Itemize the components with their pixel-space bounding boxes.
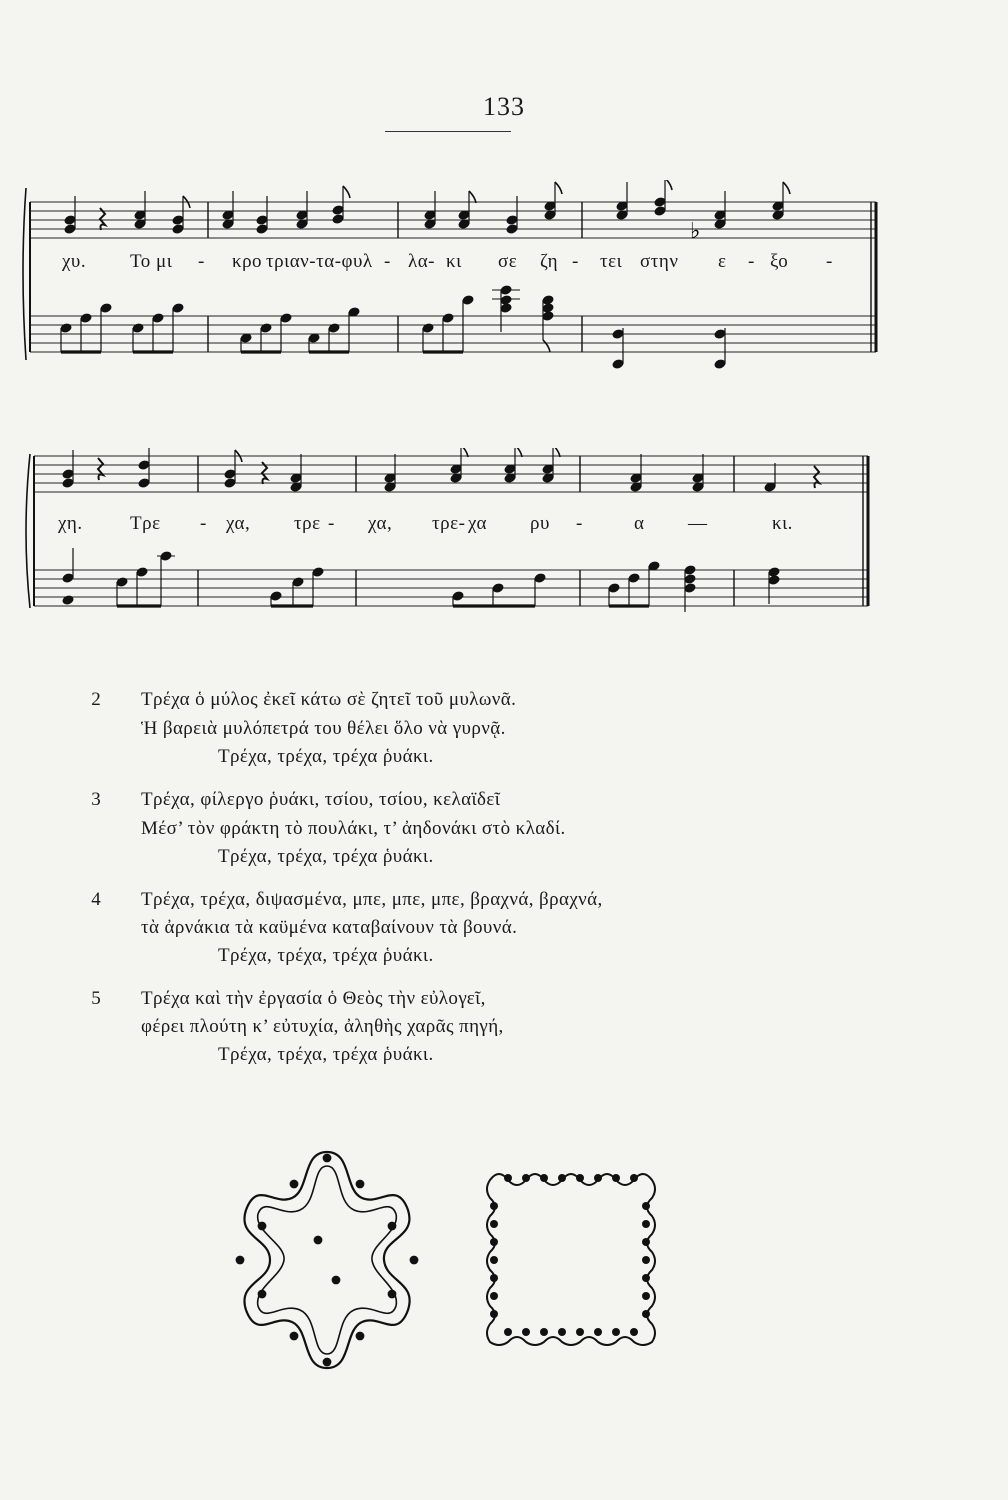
lyric-syllable: α	[634, 513, 645, 534]
lyric-syllable: κρο	[232, 251, 263, 272]
lyric-syllable: -	[572, 251, 579, 272]
ornament-dot	[594, 1174, 602, 1182]
lyric-syllable: τρε-	[432, 513, 466, 534]
ornament-dot	[236, 1256, 245, 1265]
verse-line: Μέσ’ τὸν φράκτη τὸ πουλάκι, τ’ ἀηδονάκι στὸ κλαδί.	[141, 818, 566, 839]
lyric-syllable: χη.	[58, 513, 83, 534]
ornament-dot	[642, 1292, 650, 1300]
music-system-1	[0, 180, 1008, 380]
verse-refrain: Τρέχα, τρέχα, τρέχα ῥυάκι.	[218, 846, 434, 867]
lyric-syllable: -	[384, 251, 391, 272]
lyric-syllable: στην	[640, 251, 679, 272]
ornament-dot	[258, 1290, 267, 1299]
note-flag	[543, 340, 550, 352]
ornament-square-border	[487, 1174, 655, 1345]
ornament-dot	[558, 1328, 566, 1336]
ornament-dot	[490, 1202, 498, 1210]
ornament-dot	[490, 1238, 498, 1246]
notehead	[61, 594, 74, 606]
ornament-dot	[642, 1256, 650, 1264]
ornament-dot	[642, 1220, 650, 1228]
verse-line: Τρέχα, τρέχα, διψασμένα, μπε, μπε, μπε, βραχνά, βραχνά,	[141, 889, 603, 910]
ornament-dot	[410, 1256, 419, 1265]
verse-number: 5	[91, 988, 101, 1009]
ornament-dot	[490, 1310, 498, 1318]
ornament-dot	[323, 1358, 332, 1367]
ornament-dot	[356, 1332, 365, 1341]
ornament-dot	[612, 1328, 620, 1336]
lyric-syllable: ξο	[770, 251, 789, 272]
ornament-dot	[388, 1290, 397, 1299]
ornament-dot	[540, 1174, 548, 1182]
lyric-syllable: ζη	[540, 251, 559, 272]
lyric-syllable: χα	[468, 513, 487, 534]
ornament-dot	[356, 1180, 365, 1189]
ornament-dot	[290, 1332, 299, 1341]
ornament-dot	[323, 1154, 332, 1163]
verse-line: Τρέχα ὁ μύλος ἐκεῖ κάτω σὲ ζητεῖ τοῦ μυλωνᾶ.	[141, 689, 517, 710]
verse-refrain: Τρέχα, τρέχα, τρέχα ῥυάκι.	[218, 1044, 434, 1065]
ornament-dot	[558, 1174, 566, 1182]
lyric-syllable: κι	[446, 251, 462, 272]
ornament-dot	[642, 1274, 650, 1282]
ornament-dot	[258, 1222, 267, 1231]
system-brace	[23, 188, 26, 360]
lyric-syllable: Το μι	[130, 251, 173, 272]
bass-staff	[34, 570, 868, 606]
lyric-syllable: σε	[498, 251, 518, 272]
ornament-dot	[594, 1328, 602, 1336]
ornament-dot	[642, 1310, 650, 1318]
verse-refrain: Τρέχα, τρέχα, τρέχα ῥυάκι.	[218, 945, 434, 966]
page-number: 133	[483, 92, 525, 121]
ornament-dot	[642, 1202, 650, 1210]
lyric-syllable: τριαν-τα-φυλ	[266, 251, 373, 272]
lyric-syllable: -	[576, 513, 583, 534]
lyric-syllable: -	[200, 513, 207, 534]
lyric-syllable: χα,	[368, 513, 393, 534]
treble-staff	[30, 202, 876, 238]
ornament-dot	[490, 1220, 498, 1228]
ornament-dot	[332, 1276, 341, 1285]
lyric-syllable: ρυ	[530, 513, 550, 534]
verse-line: τὰ ἀρνάκια τὰ καϋμένα καταβαίνουν τὰ βουνά.	[141, 917, 518, 938]
lyric-syllable: τρε	[294, 513, 321, 534]
ornament-dot	[490, 1274, 498, 1282]
lyric-syllable: χυ.	[62, 251, 87, 272]
verse-number: 2	[91, 689, 101, 710]
music-system-2	[0, 448, 1008, 624]
ornament-dot	[314, 1236, 323, 1245]
ornament-dot	[642, 1238, 650, 1246]
ornament-dot	[576, 1174, 584, 1182]
lyric-syllable: χα,	[226, 513, 251, 534]
ornament-dot	[612, 1174, 620, 1182]
quarter-rest	[98, 458, 103, 480]
verse-line: Τρέχα, φίλεργο ῥυάκι, τσίου, τσίου, κελαϊδεῖ	[141, 789, 501, 810]
ornament-dot	[504, 1174, 512, 1182]
note-flag	[665, 180, 672, 190]
lyric-syllable: τει	[600, 251, 623, 272]
lyric-syllable: —	[688, 513, 708, 534]
ornament-square-frame	[478, 1160, 664, 1356]
ornament-dot	[504, 1328, 512, 1336]
ornament-dot	[522, 1328, 530, 1336]
verse-line: Ἡ βαρειὰ μυλόπετρά του θέλει ὅλο νὰ γυρνᾷ.	[141, 718, 506, 739]
lyric-syllable: κι.	[772, 513, 793, 534]
note-flag	[469, 191, 476, 203]
ornament-dot	[630, 1174, 638, 1182]
lyric-syllable: λα-	[408, 251, 435, 272]
lyric-syllable: -	[748, 251, 755, 272]
note-flag	[555, 182, 562, 194]
lyric-syllable: Τρε	[130, 513, 161, 534]
ornament-inner-border	[258, 1166, 397, 1354]
lyric-syllable: -	[826, 251, 833, 272]
verse-refrain: Τρέχα, τρέχα, τρέχα ῥυάκι.	[218, 746, 434, 767]
lyric-syllable: ε	[718, 251, 727, 272]
ornament-dot	[522, 1174, 530, 1182]
note-flag	[783, 182, 790, 194]
flat-sign: ♭	[690, 219, 701, 244]
ornament-outer-border	[244, 1152, 409, 1368]
ornament-dot	[490, 1256, 498, 1264]
ornament-dot	[576, 1328, 584, 1336]
verse-number: 3	[91, 789, 101, 810]
system-brace	[26, 454, 30, 608]
ornament-cross-frame	[222, 1140, 432, 1380]
note-flag	[343, 186, 350, 198]
verse-line: Τρέχα καὶ τὴν ἐργασία ὁ Θεὸς τὴν εὐλογεῖ,	[141, 988, 486, 1009]
page-number-rule	[385, 131, 511, 132]
ornament-dot	[490, 1292, 498, 1300]
ornament-dot	[630, 1328, 638, 1336]
quarter-rest	[814, 466, 819, 488]
lyric-syllable: -	[328, 513, 335, 534]
verse-line: φέρει πλούτη κ’ εὐτυχία, ἀληθὴς χαρᾶς πηγή,	[141, 1016, 504, 1037]
lyric-syllable: -	[198, 251, 205, 272]
treble-staff	[34, 456, 868, 492]
ornament-dot	[290, 1180, 299, 1189]
verse-number: 4	[91, 889, 101, 910]
ornament-dot	[388, 1222, 397, 1231]
ornament-dot	[540, 1328, 548, 1336]
